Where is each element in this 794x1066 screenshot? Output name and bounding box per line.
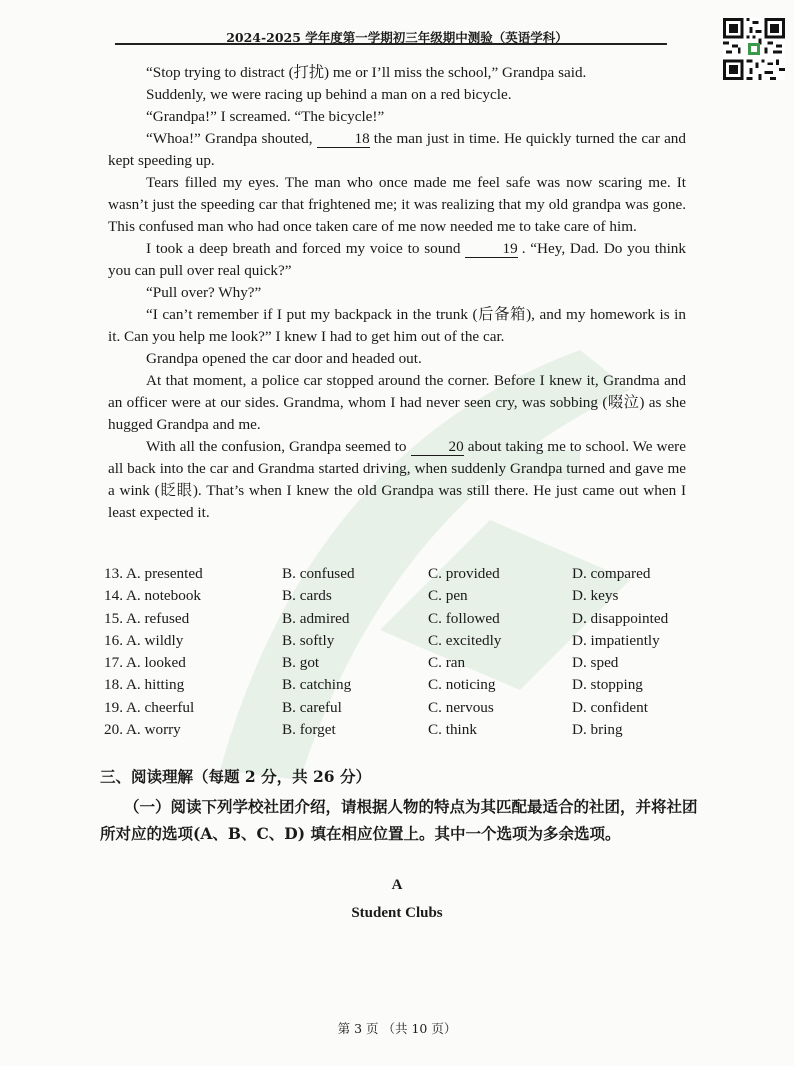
option-item: C. pen bbox=[428, 587, 468, 605]
option-item: 17. A. looked bbox=[104, 654, 186, 672]
option-item: C. followed bbox=[428, 609, 500, 627]
instruction-text: （一）阅读下列学校社团介绍，请根据人物的特点为其匹配最适合的社团，并将社团所对应的选项(A、B、C、D) 填在相应位置上。其中一个选项为多余选项。 bbox=[100, 797, 698, 843]
option-item: B. admired bbox=[282, 609, 350, 627]
option-item: C. noticing bbox=[428, 676, 496, 694]
passage-paragraph: “Grandpa!” I screamed. “The bicycle!” bbox=[146, 108, 385, 125]
page-footer: 第 3 页 （共 10 页） bbox=[337, 1021, 457, 1036]
option-row bbox=[104, 632, 704, 654]
option-row bbox=[104, 676, 704, 698]
option-item: D. keys bbox=[572, 587, 619, 605]
answer-blank: 19 bbox=[465, 241, 518, 258]
option-item: 14. A. notebook bbox=[104, 587, 202, 605]
option-row bbox=[104, 610, 704, 632]
answer-blank: 18 bbox=[317, 131, 370, 148]
exam-header: 2024-2025 学年度第一学期初三年级期中测验（英语学科） bbox=[226, 30, 568, 45]
section-heading: 三、阅读理解（每题 2 分，共 26 分） bbox=[100, 767, 371, 786]
option-item: 19. A. cheerful bbox=[104, 698, 195, 716]
passage-paragraph: “I can’t remember if I put my backpack in the trunk (后备箱), and my homework is in it. Can you help me look?” I knew I had to get him out of the car. bbox=[108, 306, 686, 345]
passage-paragraph: Grandpa opened the car door and headed out. bbox=[146, 350, 422, 367]
part-letter: A bbox=[391, 877, 403, 893]
option-item: D. impatiently bbox=[572, 631, 660, 649]
option-row bbox=[104, 565, 704, 587]
paragraph-text-after: the man just in time. He quickly turned the car and kept speeding up. bbox=[108, 130, 686, 169]
passage-paragraph: Suddenly, we were racing up behind a man on a red bicycle. bbox=[146, 86, 512, 103]
section-instruction bbox=[100, 793, 700, 847]
paragraph-text-before: I took a deep breath and forced my voice to sound bbox=[146, 240, 461, 257]
passage-paragraph: At that moment, a police car stopped around the corner. Before I knew it, Grandma and an officer were at our sides. Grandma, whom I had never seen cry, was sobbing (啜泣) as she hugged Grandpa and me. bbox=[108, 372, 686, 433]
option-row bbox=[104, 587, 704, 609]
option-item: 15. A. refused bbox=[104, 609, 190, 627]
option-item: B. cards bbox=[282, 587, 332, 605]
paragraph-text-before: With all the confusion, Grandpa seemed to bbox=[146, 438, 407, 455]
option-item: D. compared bbox=[572, 565, 651, 582]
option-item: D. stopping bbox=[572, 676, 643, 694]
answer-blank: 20 bbox=[411, 439, 464, 456]
option-item: B. forget bbox=[282, 721, 336, 739]
option-item: C. nervous bbox=[428, 698, 494, 716]
passage-paragraph: “Stop trying to distract (打扰) me or I’ll miss the school,” Grandpa said. bbox=[146, 64, 587, 81]
paragraph-text-after: about taking me to school. We were all back into the car and Grandma started driving, when suddenly Grandpa turned and gave me a wink (眨眼). That’s when I knew the old Grandpa was still there. He just came out when I least expected it. bbox=[108, 438, 686, 521]
passage-paragraph: Tears filled my eyes. The man who once made me feel safe was now scaring me. It wasn’t just the speeding car that frightened me; it was realizing that my old grandpa was gone. This confused man who had once taken care of me now needed me to take care of him. bbox=[108, 174, 686, 235]
passage-paragraph bbox=[108, 128, 686, 172]
option-item: D. confident bbox=[572, 698, 648, 716]
option-item: 20. A. worry bbox=[104, 721, 181, 739]
option-row bbox=[104, 654, 704, 676]
passage-paragraph: “Pull over? Why?” bbox=[146, 284, 262, 301]
option-item: 18. A. hitting bbox=[104, 676, 185, 694]
option-item: B. catching bbox=[282, 676, 352, 694]
option-item: 13. A. presented bbox=[104, 565, 203, 582]
option-item: B. confused bbox=[282, 565, 355, 582]
option-item: D. bring bbox=[572, 721, 623, 739]
option-item: C. provided bbox=[428, 565, 500, 582]
qr-code-icon bbox=[723, 18, 785, 80]
option-item: D. sped bbox=[572, 654, 619, 672]
option-item: 16. A. wildly bbox=[104, 631, 184, 649]
paragraph-text-before: “Whoa!” Grandpa shouted, bbox=[146, 130, 313, 147]
option-item: B. careful bbox=[282, 698, 342, 716]
option-item: B. got bbox=[282, 654, 320, 672]
paragraph-text-after: . “Hey, Dad. Do you think you can pull over real quick?” bbox=[108, 240, 686, 279]
option-item: D. disappointed bbox=[572, 609, 669, 627]
option-item: C. think bbox=[428, 721, 477, 739]
option-item: C. ran bbox=[428, 654, 466, 672]
option-row bbox=[104, 721, 704, 743]
option-item: C. excitedly bbox=[428, 631, 502, 649]
part-title: Student Clubs bbox=[351, 905, 443, 921]
passage-paragraph bbox=[108, 238, 686, 282]
passage-paragraph bbox=[108, 436, 686, 524]
option-item: B. softly bbox=[282, 631, 335, 649]
option-row bbox=[104, 699, 704, 721]
header-rule bbox=[115, 43, 667, 45]
cloze-passage bbox=[108, 62, 686, 524]
options-table bbox=[104, 565, 704, 743]
